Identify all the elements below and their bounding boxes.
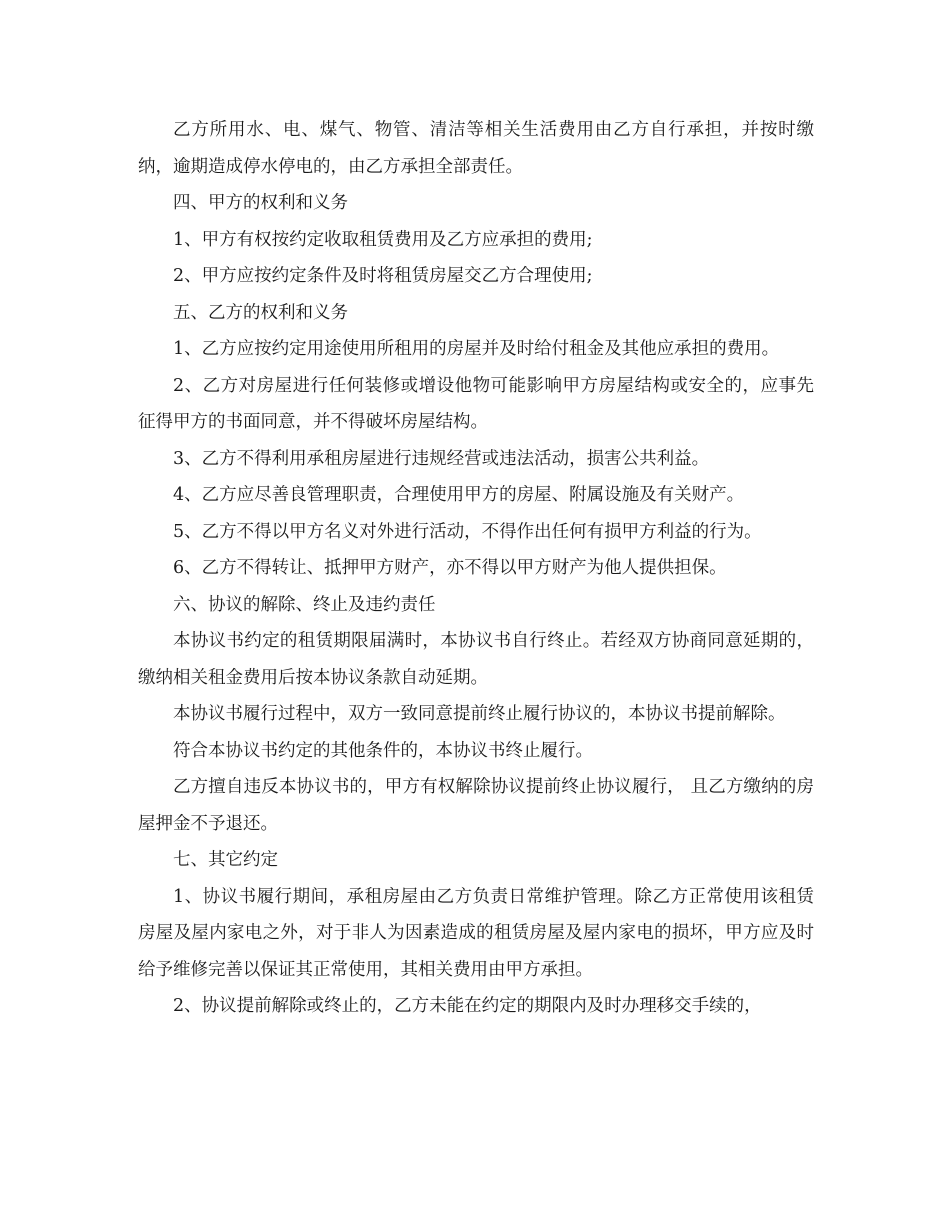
paragraph-termination-1: 本协议书约定的租赁期限届满时，本协议书自行终止。若经双方协商同意延期的，缴纳相关租金费用后按本协议条款自动延期。 (138, 631, 814, 688)
section-heading-other: 七、其它约定 (173, 850, 278, 870)
section-heading-termination: 六、协议的解除、终止及违约责任 (173, 594, 436, 615)
paragraph-utilities: 乙方所用水、电、煤气、物管、清洁等相关生活费用由乙方自行承担，并按时缴纳，逾期造成停水停电的，由乙方承担全部责任。 (138, 120, 814, 177)
paragraph-b-4: 4、乙方应尽善良管理职责，合理使用甲方的房屋、附属设施及有关财产。 (173, 485, 745, 505)
paragraph-termination-4: 乙方擅自违反本协议书的，甲方有权解除协议提前终止协议履行， 且乙方缴纳的房屋押金不予退还。 (138, 777, 814, 834)
paragraph-termination-3: 符合本协议书约定的其他条件的，本协议书终止履行。 (173, 740, 593, 761)
section-heading-party-a-rights: 四、甲方的权利和义务 (173, 193, 348, 213)
paragraph-b-3: 3、乙方不得利用承租房屋进行违规经营或违法活动，损害公共利益。 (173, 448, 710, 469)
paragraph-b-6: 6、乙方不得转让、抵押甲方财产，亦不得以甲方财产为他人提供担保。 (173, 558, 727, 578)
paragraph-termination-2: 本协议书履行过程中，双方一致同意提前终止履行协议的，本协议书提前解除。 (173, 704, 786, 724)
paragraph-b-2: 2、乙方对房屋进行任何装修或增设他物可能影响甲方房屋结构或安全的，应事先征得甲方的书面同意，并不得破坏房屋结构。 (138, 375, 814, 432)
document-body (138, 112, 814, 1025)
paragraph-other-2: 2、协议提前解除或终止的，乙方未能在约定的期限内及时办理移交手续的， (173, 996, 762, 1016)
paragraph-b-1: 1、乙方应按约定用途使用所租用的房屋并及时给付租金及其他应承担的费用。 (173, 339, 780, 359)
paragraph-b-5: 5、乙方不得以甲方名义对外进行活动，不得作出任何有损甲方利益的行为。 (173, 521, 762, 542)
paragraph-other-1: 1、协议书履行期间，承租房屋由乙方负责日常维护管理。除乙方正常使用该租赁房屋及屋内家电之外，对于非人为因素造成的租赁房屋及屋内家电的损坏，甲方应及时给予维修完善以保证其正常使用，其相关费用由甲方承担。 (138, 886, 814, 980)
paragraph-a-2: 2、甲方应按约定条件及时将租赁房屋交乙方合理使用; (173, 266, 593, 286)
paragraph-a-1: 1、甲方有权按约定收取租赁费用及乙方应承担的费用; (173, 229, 593, 250)
section-heading-party-b-rights: 五、乙方的权利和义务 (173, 302, 348, 323)
